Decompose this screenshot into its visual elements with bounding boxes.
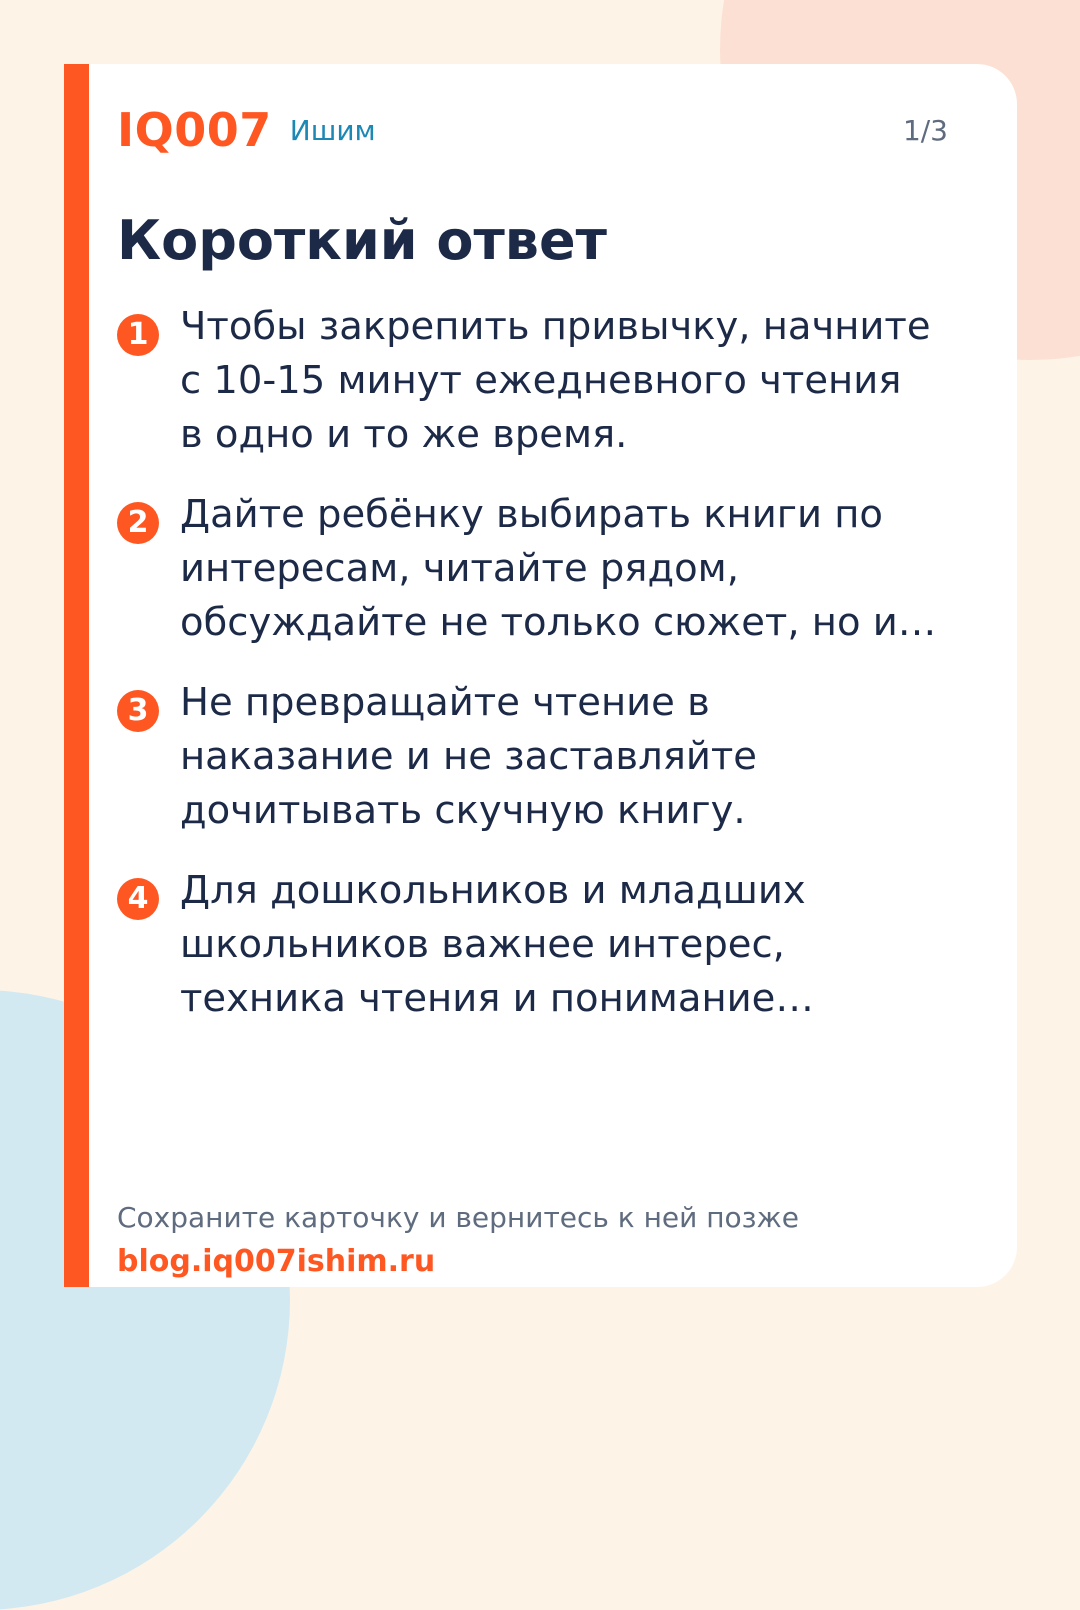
answer-text [180, 864, 1012, 1026]
save-hint: Сохраните карточку и вернитесь к ней позже [117, 1201, 799, 1234]
blog-link[interactable]: blog.iq007ishim.ru [117, 1244, 436, 1279]
answer-item [117, 300, 1012, 462]
number-badge: 4 [117, 878, 159, 920]
answer-line: школьников важнее интерес, [180, 922, 785, 967]
answer-line: наказание и не заставляйте [180, 734, 757, 779]
answer-item [117, 676, 1012, 838]
number-badge: 1 [117, 314, 159, 356]
answer-item [117, 864, 1012, 1026]
answer-line: интересам, читайте рядом, [180, 546, 739, 591]
answer-card [64, 64, 1017, 1287]
answer-line: техника чтения и понимание… [180, 976, 814, 1021]
answer-line: Не превращайте чтение в [180, 680, 710, 725]
number-badge: 2 [117, 502, 159, 544]
answer-line: с 10-15 минут ежедневного чтения [180, 358, 902, 403]
brand-city: Ишим [289, 113, 376, 147]
answer-line: дочитывать скучную книгу. [180, 788, 746, 833]
answer-text [180, 300, 1012, 462]
answer-line: Дайте ребёнку выбирать книги по [180, 492, 883, 537]
card-title: Короткий ответ [117, 209, 607, 272]
page-counter: 1/3 [902, 114, 948, 147]
answer-line: обсуждайте не только сюжет, но и… [180, 600, 937, 645]
answer-item [117, 488, 1012, 650]
answer-line: в одно и то же время. [180, 412, 628, 457]
answer-text [180, 488, 1012, 650]
card-accent-bar [64, 64, 89, 1287]
brand-logo: IQ007 [117, 103, 272, 157]
answer-list [117, 300, 1012, 1052]
answer-line: Для дошкольников и младших [180, 868, 806, 913]
answer-line: Чтобы закрепить привычку, начните [180, 304, 931, 349]
brand-header [117, 100, 376, 160]
answer-text [180, 676, 1012, 838]
number-badge: 3 [117, 690, 159, 732]
